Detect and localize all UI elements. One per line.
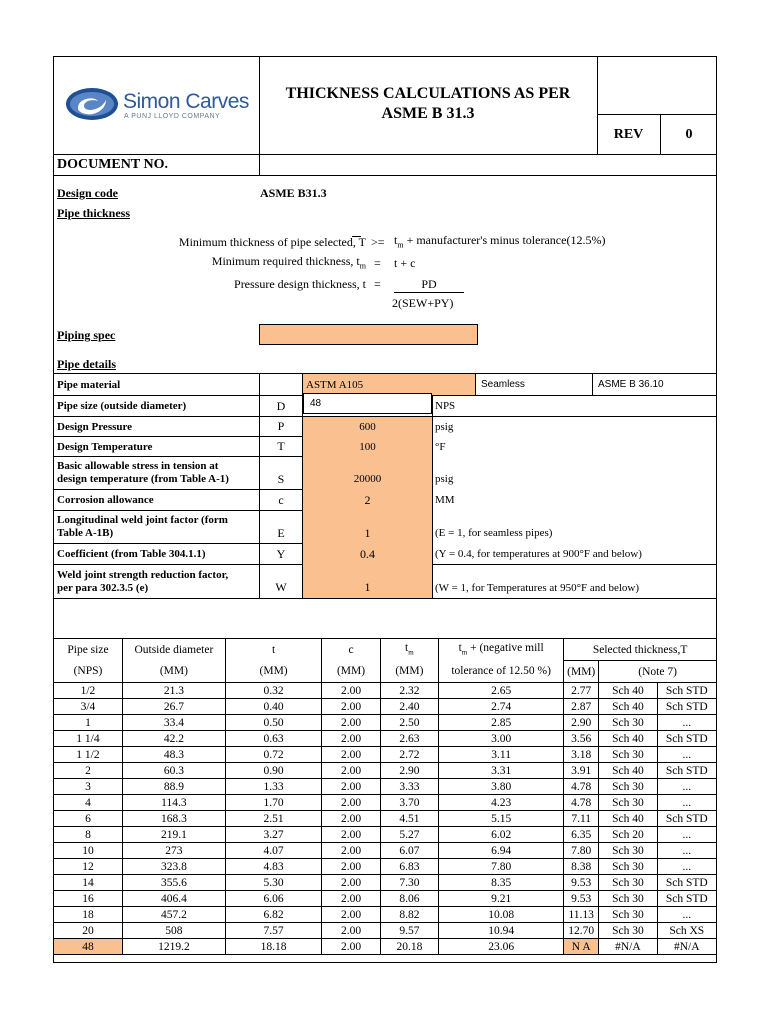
col-tolerance bbox=[439, 639, 564, 661]
unit-tol: tolerance of 12.50 %) bbox=[439, 661, 564, 683]
cell-c: 2.00 bbox=[322, 923, 380, 939]
logo-name: Simon Carves bbox=[123, 90, 249, 113]
formula-1-op: >= bbox=[371, 235, 385, 249]
cell-t: 3.27 bbox=[225, 827, 322, 843]
unit-note: (Note 7) bbox=[599, 661, 717, 683]
col-c: c bbox=[322, 639, 380, 661]
cell-schedule: Sch 30 bbox=[599, 891, 657, 907]
cell-tolerance: 5.15 bbox=[439, 811, 564, 827]
cell-pipe-size: 12 bbox=[54, 859, 123, 875]
design-pressure-unit: psig bbox=[435, 420, 454, 433]
cell-t: 18.18 bbox=[225, 939, 322, 955]
cell-tm: 2.50 bbox=[380, 715, 438, 731]
cell-c: 2.00 bbox=[322, 763, 380, 779]
cell-pipe-size: 3 bbox=[54, 779, 123, 795]
formula-1-left: Minimum thickness of pipe selected, T bbox=[178, 235, 366, 249]
cell-schedule-alt: Sch STD bbox=[657, 699, 716, 715]
coefficient-note: (Y = 0.4, for temperatures at 900°F and below) bbox=[435, 548, 642, 560]
cell-selected-mm: 3.56 bbox=[564, 731, 599, 747]
cell-c: 2.00 bbox=[322, 795, 380, 811]
cell-selected-mm: 2.87 bbox=[564, 699, 599, 715]
table-row bbox=[54, 843, 717, 859]
weld-factor-label-2: Table A-1B) bbox=[57, 527, 114, 539]
cell-schedule: Sch 40 bbox=[599, 763, 657, 779]
cell-t: 0.63 bbox=[225, 731, 322, 747]
fraction-bar bbox=[394, 292, 464, 293]
cell-schedule: Sch 30 bbox=[599, 795, 657, 811]
formula-3-denominator: 2(SEW+PY) bbox=[392, 296, 454, 310]
design-pressure-symbol: P bbox=[277, 419, 285, 433]
cell-schedule: Sch 30 bbox=[599, 843, 657, 859]
cell-t: 4.83 bbox=[225, 859, 322, 875]
cell-schedule-alt: ... bbox=[657, 747, 716, 763]
pipe-size-symbol: D bbox=[276, 398, 286, 413]
cell-selected-mm: 12.70 bbox=[564, 923, 599, 939]
cell-outside-diameter: 42.2 bbox=[122, 731, 225, 747]
cell-pipe-size: 6 bbox=[54, 811, 123, 827]
reduction-factor-label-1: Weld joint strength reduction factor, bbox=[57, 568, 229, 581]
formula-2-left: Minimum required thickness, t bbox=[211, 254, 360, 268]
cell-t: 6.82 bbox=[225, 907, 322, 923]
cell-schedule: Sch 30 bbox=[599, 907, 657, 923]
cell-tm: 2.63 bbox=[380, 731, 438, 747]
reduction-factor-symbol: W bbox=[275, 580, 287, 594]
cell-t: 4.07 bbox=[225, 843, 322, 859]
weld-factor-symbol: E bbox=[277, 525, 285, 540]
cell-schedule-alt: #N/A bbox=[657, 939, 716, 955]
logo-subtitle: A PUNJ LLOYD COMPANY bbox=[124, 113, 221, 120]
cell-selected-mm: 9.53 bbox=[564, 891, 599, 907]
reduction-factor-label bbox=[54, 565, 259, 598]
cell-selected-mm: 3.91 bbox=[564, 763, 599, 779]
col-t: t bbox=[225, 639, 322, 661]
cell-selected-mm: 2.90 bbox=[564, 715, 599, 731]
cell-tm: 6.83 bbox=[380, 859, 438, 875]
cell-pipe-size: 48 bbox=[54, 939, 123, 955]
cell-t: 1.33 bbox=[225, 779, 322, 795]
design-code-label: Design code bbox=[57, 186, 118, 200]
table-row bbox=[54, 763, 717, 779]
cell-schedule: Sch 30 bbox=[599, 747, 657, 763]
cell-tolerance: 10.08 bbox=[439, 907, 564, 923]
cell-selected-mm: 11.13 bbox=[564, 907, 599, 923]
weld-factor-label bbox=[54, 511, 259, 543]
cell-outside-diameter: 88.9 bbox=[122, 779, 225, 795]
cell-outside-diameter: 114.3 bbox=[122, 795, 225, 811]
col-outside-diameter: Outside diameter bbox=[122, 639, 225, 661]
table-row bbox=[54, 811, 717, 827]
cell-outside-diameter: 1219.2 bbox=[122, 939, 225, 955]
cell-t: 0.90 bbox=[225, 763, 322, 779]
cell-c: 2.00 bbox=[322, 731, 380, 747]
col-tol-sub: m bbox=[461, 647, 468, 656]
cell-schedule-alt: ... bbox=[657, 715, 716, 731]
cell-outside-diameter: 273 bbox=[122, 843, 225, 859]
design-temperature-symbol: T bbox=[277, 439, 285, 453]
cell-schedule-alt: ... bbox=[657, 843, 716, 859]
table-header-row bbox=[54, 639, 717, 661]
design-temperature-unit: °F bbox=[435, 440, 446, 453]
design-temperature-label: Design Temperature bbox=[57, 440, 153, 453]
cell-tolerance: 23.06 bbox=[439, 939, 564, 955]
cell-schedule-alt: ... bbox=[657, 859, 716, 875]
cell-tm: 5.27 bbox=[380, 827, 438, 843]
cell-schedule-alt: ... bbox=[657, 827, 716, 843]
table-row bbox=[54, 699, 717, 715]
doc-title bbox=[260, 82, 596, 126]
coefficient-label: Coefficient (from Table 304.1.1) bbox=[57, 548, 206, 560]
cell-selected-mm: 3.18 bbox=[564, 747, 599, 763]
table-row bbox=[54, 779, 717, 795]
pipe-size-label: Pipe size (outside diameter) bbox=[57, 400, 187, 412]
cell-c: 2.00 bbox=[322, 683, 380, 699]
cell-schedule: #N/A bbox=[599, 939, 657, 955]
cell-tm: 20.18 bbox=[380, 939, 438, 955]
cell-tm: 3.70 bbox=[380, 795, 438, 811]
allowable-stress-label-2: design temperature (from Table A-1) bbox=[57, 473, 229, 485]
pipe-material-label: Pipe material bbox=[57, 378, 121, 391]
formula-2-right: t + c bbox=[394, 256, 416, 270]
cell-c: 2.00 bbox=[322, 827, 380, 843]
cell-outside-diameter: 26.7 bbox=[122, 699, 225, 715]
corrosion-label: Corrosion allowance bbox=[57, 494, 154, 506]
formula-line-2 bbox=[212, 254, 366, 270]
table-row bbox=[54, 891, 717, 907]
table-row bbox=[54, 939, 717, 955]
cell-pipe-size: 20 bbox=[54, 923, 123, 939]
cell-tolerance: 3.80 bbox=[439, 779, 564, 795]
rev-value: 0 bbox=[685, 126, 693, 142]
unit-tm: (MM) bbox=[380, 661, 438, 683]
design-code-value: ASME B31.3 bbox=[260, 186, 327, 200]
cell-t: 2.51 bbox=[225, 811, 322, 827]
cell-outside-diameter: 406.4 bbox=[122, 891, 225, 907]
corrosion-unit: MM bbox=[435, 494, 455, 506]
corrosion-value[interactable]: 2 bbox=[364, 492, 371, 507]
simon-carves-logo-icon bbox=[64, 84, 120, 124]
cell-c: 2.00 bbox=[322, 891, 380, 907]
cell-tolerance: 3.00 bbox=[439, 731, 564, 747]
pipe-standard[interactable]: ASME B 36.10 bbox=[598, 379, 664, 390]
cell-schedule-alt: Sch STD bbox=[657, 891, 716, 907]
cell-c: 2.00 bbox=[322, 779, 380, 795]
cell-tolerance: 9.21 bbox=[439, 891, 564, 907]
weld-factor-label-1: Longitudinal weld joint factor (form bbox=[57, 514, 228, 526]
cell-outside-diameter: 60.3 bbox=[122, 763, 225, 779]
cell-tm: 6.07 bbox=[380, 843, 438, 859]
table-row bbox=[54, 683, 717, 699]
weld-factor-value[interactable]: 1 bbox=[364, 525, 371, 540]
cell-schedule: Sch 30 bbox=[599, 923, 657, 939]
doc-title-line2: ASME B 31.3 bbox=[381, 105, 475, 122]
cell-outside-diameter: 323.8 bbox=[122, 859, 225, 875]
document-no-value[interactable] bbox=[260, 155, 716, 175]
cell-pipe-size: 10 bbox=[54, 843, 123, 859]
cell-c: 2.00 bbox=[322, 907, 380, 923]
cell-schedule: Sch 40 bbox=[599, 731, 657, 747]
cell-selected-mm: 2.77 bbox=[564, 683, 599, 699]
cell-tolerance: 2.65 bbox=[439, 683, 564, 699]
grid-line bbox=[592, 373, 593, 395]
table-row bbox=[54, 907, 717, 923]
col-tm bbox=[380, 639, 438, 661]
cell-tm: 8.06 bbox=[380, 891, 438, 907]
grid-line bbox=[475, 373, 476, 395]
cell-outside-diameter: 508 bbox=[122, 923, 225, 939]
cell-pipe-size: 1 bbox=[54, 715, 123, 731]
formula-line-1 bbox=[179, 235, 366, 250]
cell-schedule: Sch 20 bbox=[599, 827, 657, 843]
allowable-stress-symbol: S bbox=[277, 471, 285, 486]
formula-1-t-sub: m bbox=[397, 240, 404, 250]
table-row bbox=[54, 731, 717, 747]
cell-c: 2.00 bbox=[322, 859, 380, 875]
pipe-material-value[interactable]: ASTM A105 bbox=[306, 378, 364, 391]
tbar-overline-icon bbox=[352, 236, 361, 237]
col-tm-sub: m bbox=[408, 647, 414, 656]
table-row bbox=[54, 923, 717, 939]
formula-1-tail: + manufacturer's minus tolerance(12.5%) bbox=[403, 233, 606, 247]
cell-pipe-size: 2 bbox=[54, 763, 123, 779]
cell-tolerance: 6.02 bbox=[439, 827, 564, 843]
cell-tolerance: 3.11 bbox=[439, 747, 564, 763]
allowable-stress-label-1: Basic allowable stress in tension at bbox=[57, 460, 219, 472]
cell-c: 2.00 bbox=[322, 939, 380, 955]
cell-c: 2.00 bbox=[322, 747, 380, 763]
coefficient-value[interactable]: 0.4 bbox=[360, 546, 375, 561]
document-no-label: DOCUMENT NO. bbox=[57, 157, 168, 172]
table-body bbox=[54, 683, 717, 955]
table-row bbox=[54, 715, 717, 731]
cell-tolerance: 8.35 bbox=[439, 875, 564, 891]
table-row bbox=[54, 827, 717, 843]
cell-pipe-size: 1 1/4 bbox=[54, 731, 123, 747]
allowable-stress-unit: psig bbox=[435, 473, 454, 485]
table-row bbox=[54, 747, 717, 763]
cell-schedule: Sch 30 bbox=[599, 779, 657, 795]
pipe-type[interactable]: Seamless bbox=[481, 379, 525, 390]
cell-selected-mm: 7.11 bbox=[564, 811, 599, 827]
design-pressure-value[interactable]: 600 bbox=[359, 420, 376, 433]
reduction-factor-note: (W = 1, for Temperatures at 950°F and below) bbox=[435, 581, 640, 594]
weld-factor-note: (E = 1, for seamless pipes) bbox=[435, 527, 553, 539]
cell-c: 2.00 bbox=[322, 843, 380, 859]
cell-selected-mm: N A bbox=[564, 939, 599, 955]
cell-schedule: Sch 30 bbox=[599, 859, 657, 875]
table-row bbox=[54, 875, 717, 891]
cell-pipe-size: 1 1/2 bbox=[54, 747, 123, 763]
cell-t: 0.32 bbox=[225, 683, 322, 699]
cell-pipe-size: 18 bbox=[54, 907, 123, 923]
col-selected-thickness: Selected thickness,T bbox=[564, 639, 717, 661]
col-tol-t: t bbox=[458, 641, 462, 654]
cell-tolerance: 4.23 bbox=[439, 795, 564, 811]
formula-2-op: = bbox=[374, 256, 381, 270]
cell-tm: 2.72 bbox=[380, 747, 438, 763]
cell-schedule: Sch 40 bbox=[599, 811, 657, 827]
cell-schedule-alt: Sch XS bbox=[657, 923, 716, 939]
cell-schedule-alt: ... bbox=[657, 779, 716, 795]
cell-selected-mm: 4.78 bbox=[564, 779, 599, 795]
rev-label: REV bbox=[613, 126, 644, 142]
logo bbox=[60, 80, 255, 130]
col-tm-t: t bbox=[405, 641, 409, 654]
cell-tolerance: 2.74 bbox=[439, 699, 564, 715]
design-pressure-label: Design Pressure bbox=[57, 420, 133, 433]
cell-c: 2.00 bbox=[322, 699, 380, 715]
cell-outside-diameter: 168.3 bbox=[122, 811, 225, 827]
thickness-table bbox=[53, 638, 717, 955]
pipe-details-label: Pipe details bbox=[57, 357, 116, 371]
cell-outside-diameter: 219.1 bbox=[122, 827, 225, 843]
cell-schedule: Sch 30 bbox=[599, 875, 657, 891]
cell-t: 0.50 bbox=[225, 715, 322, 731]
allowable-stress-value[interactable]: 20000 bbox=[353, 473, 382, 485]
cell-pipe-size: 1/2 bbox=[54, 683, 123, 699]
cell-pipe-size: 4 bbox=[54, 795, 123, 811]
formula-1-right bbox=[394, 233, 605, 249]
reduction-factor-label-2: per para 302.3.5 (e) bbox=[57, 581, 149, 594]
cell-schedule-alt: Sch STD bbox=[657, 683, 716, 699]
cell-outside-diameter: 457.2 bbox=[122, 907, 225, 923]
reduction-factor-value[interactable]: 1 bbox=[364, 580, 371, 594]
table-subheader-row bbox=[54, 661, 717, 683]
cell-tolerance: 10.94 bbox=[439, 923, 564, 939]
col-tol-tail: + (negative mill bbox=[467, 641, 544, 654]
cell-tm: 9.57 bbox=[380, 923, 438, 939]
formula-3-left: Pressure design thickness, t bbox=[234, 277, 366, 291]
cell-tm: 8.82 bbox=[380, 907, 438, 923]
cell-tm: 2.32 bbox=[380, 683, 438, 699]
cell-tm: 7.30 bbox=[380, 875, 438, 891]
cell-t: 7.57 bbox=[225, 923, 322, 939]
cell-tolerance: 2.85 bbox=[439, 715, 564, 731]
formula-3-op: = bbox=[374, 277, 381, 291]
cell-tolerance: 7.80 bbox=[439, 859, 564, 875]
piping-spec-label: Piping spec bbox=[57, 328, 116, 342]
cell-tm: 2.90 bbox=[380, 763, 438, 779]
cell-t: 5.30 bbox=[225, 875, 322, 891]
cell-pipe-size: 8 bbox=[54, 827, 123, 843]
cell-pipe-size: 16 bbox=[54, 891, 123, 907]
table-row bbox=[54, 859, 717, 875]
cell-selected-mm: 9.53 bbox=[564, 875, 599, 891]
cell-outside-diameter: 21.3 bbox=[122, 683, 225, 699]
cell-tolerance: 3.31 bbox=[439, 763, 564, 779]
cell-tm: 4.51 bbox=[380, 811, 438, 827]
piping-spec-input[interactable] bbox=[259, 324, 478, 345]
table-row bbox=[54, 795, 717, 811]
cell-t: 0.72 bbox=[225, 747, 322, 763]
cell-selected-mm: 7.80 bbox=[564, 843, 599, 859]
cell-tolerance: 6.94 bbox=[439, 843, 564, 859]
cell-t: 0.40 bbox=[225, 699, 322, 715]
cell-tm: 2.40 bbox=[380, 699, 438, 715]
cell-schedule: Sch 30 bbox=[599, 715, 657, 731]
cell-selected-mm: 6.35 bbox=[564, 827, 599, 843]
cell-pipe-size: 14 bbox=[54, 875, 123, 891]
cell-schedule: Sch 40 bbox=[599, 683, 657, 699]
cell-t: 1.70 bbox=[225, 795, 322, 811]
allowable-stress-label bbox=[54, 457, 259, 489]
cell-outside-diameter: 33.4 bbox=[122, 715, 225, 731]
formula-1-t: t bbox=[394, 233, 398, 247]
doc-title-line1: THICKNESS CALCULATIONS AS PER bbox=[285, 85, 571, 102]
cell-c: 2.00 bbox=[322, 811, 380, 827]
col-pipe-size: Pipe size bbox=[54, 639, 123, 661]
corrosion-symbol: c bbox=[278, 492, 284, 507]
formula-2-left-sub: m bbox=[359, 261, 366, 271]
cell-tm: 3.33 bbox=[380, 779, 438, 795]
cell-t: 6.06 bbox=[225, 891, 322, 907]
cell-schedule: Sch 40 bbox=[599, 699, 657, 715]
unit-t: (MM) bbox=[225, 661, 322, 683]
unit-selected-mm: (MM) bbox=[564, 661, 599, 683]
design-temperature-value[interactable]: 100 bbox=[359, 440, 376, 453]
unit-c: (MM) bbox=[322, 661, 380, 683]
cell-schedule-alt: ... bbox=[657, 795, 716, 811]
cell-outside-diameter: 48.3 bbox=[122, 747, 225, 763]
cell-c: 2.00 bbox=[322, 875, 380, 891]
cell-schedule-alt: Sch STD bbox=[657, 875, 716, 891]
cell-outside-diameter: 355.6 bbox=[122, 875, 225, 891]
pipe-thickness-label: Pipe thickness bbox=[57, 206, 131, 220]
unit-od: (MM) bbox=[122, 661, 225, 683]
cell-selected-mm: 8.38 bbox=[564, 859, 599, 875]
cell-pipe-size: 3/4 bbox=[54, 699, 123, 715]
cell-schedule-alt: Sch STD bbox=[657, 811, 716, 827]
cell-schedule-alt: Sch STD bbox=[657, 731, 716, 747]
coefficient-symbol: Y bbox=[276, 546, 286, 561]
unit-nps: (NPS) bbox=[54, 661, 123, 683]
cell-schedule-alt: Sch STD bbox=[657, 763, 716, 779]
cell-selected-mm: 4.78 bbox=[564, 795, 599, 811]
pipe-size-unit: NPS bbox=[435, 400, 456, 412]
cell-c: 2.00 bbox=[322, 715, 380, 731]
grid-line bbox=[53, 598, 717, 599]
header-divider bbox=[53, 175, 717, 176]
cell-schedule-alt: ... bbox=[657, 907, 716, 923]
formula-3-numerator: PD bbox=[421, 277, 437, 291]
pipe-size-input[interactable]: 48 bbox=[303, 393, 432, 414]
